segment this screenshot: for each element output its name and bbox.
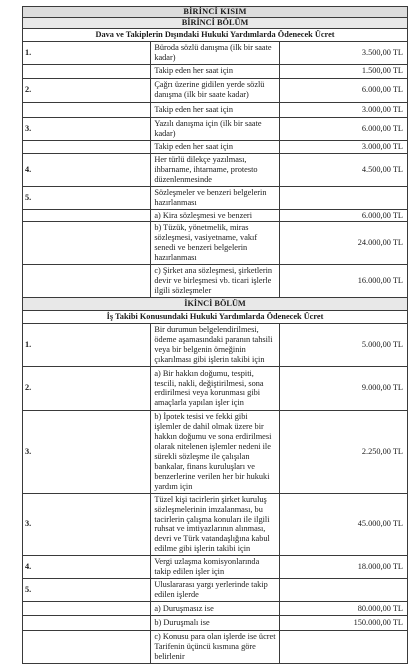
item-fee: 150.000,00 TL — [279, 616, 407, 631]
item-fee: 3.000,00 TL — [279, 102, 407, 117]
item-fee: 1.500,00 TL — [279, 64, 407, 78]
item-description: Takip eden her saat için — [151, 64, 279, 78]
item-number — [23, 209, 151, 222]
item-number — [23, 631, 151, 664]
item-description: b) Tüzük, yönetmelik, miras sözleşmesi, vasiyetname, vakıf senedi ve benzeri belgelerin hazırlanması — [151, 222, 279, 265]
item-number: 3. — [23, 410, 151, 493]
table-row — [23, 410, 408, 493]
item-description: c) Şirket ana sözleşmesi, şirketlerin devir ve birleşmesi vb. ticari işlerle ilgili sözleşmeler — [151, 265, 279, 298]
part1-heading-3: Dava ve Takiplerin Dışındaki Hukuki Yardımlarda Ödenecek Ücret — [23, 29, 408, 42]
item-fee: 4.500,00 TL — [279, 153, 407, 186]
item-fee — [279, 579, 407, 602]
item-number: 3. — [23, 117, 151, 140]
item-number: 5. — [23, 579, 151, 602]
item-number — [23, 64, 151, 78]
part1-heading-row — [23, 18, 408, 29]
item-description: Uluslararası yargı yerlerinde takip edilen işlerde — [151, 579, 279, 602]
part2-heading-1: İKİNCİ BÖLÜM — [23, 298, 408, 311]
item-description: Her türlü dilekçe yazılması, ihbarname, ihtarname, protesto düzenlenmesinde — [151, 153, 279, 186]
item-number: 2. — [23, 366, 151, 410]
item-fee: 24.000,00 TL — [279, 222, 407, 265]
item-fee — [279, 631, 407, 664]
item-fee: 2.250,00 TL — [279, 410, 407, 493]
table-row — [23, 102, 408, 117]
item-number — [23, 616, 151, 631]
item-fee: 18.000,00 TL — [279, 556, 407, 579]
item-fee: 6.000,00 TL — [279, 209, 407, 222]
item-description: Yazılı danışma için (ilk bir saate kadar) — [151, 117, 279, 140]
item-description: Çağrı üzerine gidilen yerde sözlü danışma (ilk bir saate kadar) — [151, 78, 279, 102]
table-row — [23, 78, 408, 102]
item-description: Tüzel kişi tacirlerin şirket kuruluş sözleşmelerinin imzalanması, bu tacirlerin çalışma konuları ile ilgili ruhsat ve imtiyazlarının alınması, devri ve Türk vatandaşlığına kabul edilme gibi işlerin takibi için — [151, 493, 279, 556]
table-row — [23, 222, 408, 265]
item-description: b) İpotek tesisi ve fekki gibi işlemler de dahil olmak üzere bir hakkın doğumu ve sona erdirilmesi olarak nitelenen işlemler nedeni ile sürekli sözleşme ile çalışılan bankalar, finans kuruluşları ve benzerlerine verilen her bir hukuki yardım için — [151, 410, 279, 493]
table-row — [23, 493, 408, 556]
item-number: 4. — [23, 153, 151, 186]
table-row — [23, 64, 408, 78]
part2-heading-row — [23, 298, 408, 311]
item-fee: 6.000,00 TL — [279, 78, 407, 102]
item-number — [23, 222, 151, 265]
item-number — [23, 140, 151, 153]
item-number: 2. — [23, 78, 151, 102]
item-description: Bir durumun belgelendirilmesi, ödeme aşamasındaki paranın tahsili veya bir belgenin örneğinin çıkarılması gibi işlerin takibi için — [151, 324, 279, 367]
table-row — [23, 324, 408, 367]
table-row — [23, 579, 408, 602]
table-row — [23, 117, 408, 140]
item-number: 5. — [23, 186, 151, 209]
item-description: Sözleşmeler ve benzeri belgelerin hazırlanması — [151, 186, 279, 209]
table-row — [23, 602, 408, 616]
item-number: 3. — [23, 493, 151, 556]
item-number — [23, 102, 151, 117]
item-number: 4. — [23, 556, 151, 579]
item-description: Vergi uzlaşma komisyonlarında takip edilen işler için — [151, 556, 279, 579]
item-fee: 3.500,00 TL — [279, 42, 407, 65]
item-description: c) Konusu para olan işlerde ise ücret Tarifenin üçüncü kısmına göre belirlenir — [151, 631, 279, 664]
table-row — [23, 186, 408, 209]
table-row — [23, 209, 408, 222]
fee-table — [22, 6, 408, 664]
item-description: a) Duruşmasız ise — [151, 602, 279, 616]
item-fee: 9.000,00 TL — [279, 366, 407, 410]
item-description: a) Kira sözleşmesi ve benzeri — [151, 209, 279, 222]
part2-heading-2: İş Takibi Konusundaki Hukuki Yardımlarda Ödenecek Ücret — [23, 311, 408, 324]
part2-heading-row — [23, 311, 408, 324]
item-fee: 80.000,00 TL — [279, 602, 407, 616]
item-description: Takip eden her saat için — [151, 140, 279, 153]
item-number: 1. — [23, 42, 151, 65]
table-row — [23, 631, 408, 664]
item-fee: 6.000,00 TL — [279, 117, 407, 140]
item-number — [23, 602, 151, 616]
item-description: Büroda sözlü danışma (ilk bir saate kadar) — [151, 42, 279, 65]
table-row — [23, 140, 408, 153]
table-row — [23, 153, 408, 186]
fee-schedule-document — [22, 6, 408, 664]
item-description: b) Duruşmalı ise — [151, 616, 279, 631]
item-fee: 45.000,00 TL — [279, 493, 407, 556]
item-fee: 16.000,00 TL — [279, 265, 407, 298]
table-row — [23, 366, 408, 410]
item-description: Takip eden her saat için — [151, 102, 279, 117]
item-fee — [279, 186, 407, 209]
table-row — [23, 265, 408, 298]
item-fee: 5.000,00 TL — [279, 324, 407, 367]
item-fee: 3.000,00 TL — [279, 140, 407, 153]
part1-heading-row — [23, 29, 408, 42]
table-row — [23, 556, 408, 579]
part1-heading-1: BİRİNCİ KISIM — [23, 7, 408, 18]
item-number — [23, 265, 151, 298]
part1-heading-row — [23, 7, 408, 18]
item-description: a) Bir hakkın doğumu, tespiti, tescili, nakli, değiştirilmesi, sona erdirilmesi veya korunması gibi amaçlarla yapılan işler için — [151, 366, 279, 410]
part1-heading-2: BİRİNCİ BÖLÜM — [23, 18, 408, 29]
table-row — [23, 42, 408, 65]
table-row — [23, 616, 408, 631]
item-number: 1. — [23, 324, 151, 367]
